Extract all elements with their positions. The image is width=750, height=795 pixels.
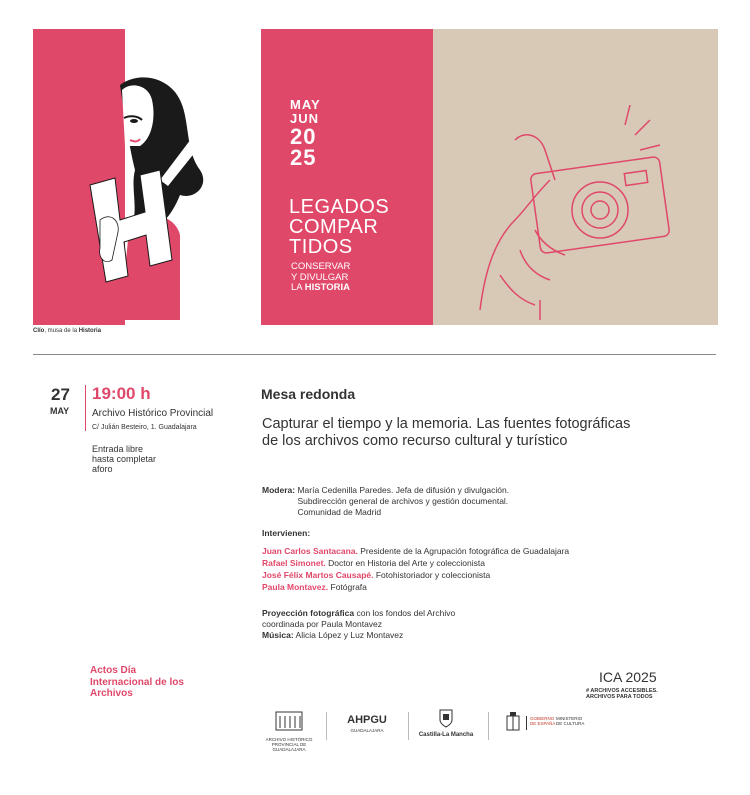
- speaker-item: [262, 557, 682, 569]
- projection-block: [262, 608, 562, 641]
- archivo-logo-line-1: ARCHIVO HISTÓRICO: [265, 737, 313, 742]
- camera-illustration: [440, 100, 670, 320]
- speaker-role: Fotógrafa: [328, 582, 367, 592]
- ica-hashtag: [586, 688, 666, 700]
- gobierno-line-2: DE ESPAÑA: [530, 721, 556, 726]
- projection-text: con los fondos del Archivo: [354, 608, 456, 618]
- caption-clio: Clío: [33, 328, 45, 334]
- ica-tag-line-1: # ARCHIVOS ACCESIBLES.: [586, 688, 658, 694]
- ministerio-text: [556, 716, 584, 726]
- banner-dates: [290, 98, 321, 126]
- music-text: Alicia López y Luz Montavez: [293, 630, 404, 640]
- banner-subtitle-line-1: CONSERVAR: [291, 261, 351, 272]
- ministerio-line-1: MINISTERIO: [556, 716, 583, 721]
- speaker-name: Juan Carlos Santacana.: [262, 546, 358, 556]
- caption-historia: Historia: [78, 328, 102, 334]
- banner-subtitle-line-2: Y DIVULGAR: [291, 271, 349, 283]
- ministerio-line-2: DE CULTURA: [556, 721, 585, 726]
- gobierno-text: [530, 716, 555, 726]
- banner-subtitle-la: LA: [291, 282, 305, 293]
- speaker-name: Paula Montavez.: [262, 582, 329, 592]
- projection-label: Proyección fotográfica: [262, 608, 355, 618]
- speakers-list: [262, 545, 682, 593]
- projection-line-2: coordinada por Paula Montavez: [262, 619, 383, 629]
- moderator-line-2: Subdirección general de archivos y gestión documental.: [297, 496, 509, 506]
- speakers-label: Intervienen:: [262, 528, 311, 538]
- speaker-item: [262, 545, 682, 557]
- speaker-role: Presidente de la Agrupación fotográfica de Guadalajara: [357, 546, 570, 556]
- spain-coat-icon: [504, 712, 522, 734]
- event-month: MAY: [50, 406, 70, 416]
- speaker-role: Fotohistoriador y coleccionista: [373, 570, 491, 580]
- moderator-detail: [297, 485, 597, 518]
- banner-title: [289, 197, 389, 257]
- event-entry: Entrada libre hasta completar aforo: [92, 444, 157, 474]
- moderator-line-1: María Cedenilla Paredes. Jefa de difusión y divulgación.: [297, 485, 510, 495]
- banner-subtitle: [291, 262, 350, 294]
- moderator-line-3: Comunidad de Madrid: [297, 507, 382, 517]
- clm-logo: [418, 708, 474, 738]
- speaker-item: [262, 569, 682, 581]
- banner-year-1: 20: [290, 124, 317, 149]
- ica-title: ICA 2025: [599, 669, 657, 685]
- date-separator: [85, 385, 86, 431]
- gobierno-line-1: GOBIERNO: [530, 716, 555, 721]
- event-day: 27: [51, 385, 70, 404]
- music-line: [262, 630, 562, 641]
- ica-tag-line-2: ARCHIVOS PARA TODOS: [586, 694, 653, 700]
- banner-subtitle-historia: HISTORIA: [304, 282, 350, 293]
- event-actos: Actos Día Internacional de los Archivos: [90, 665, 184, 699]
- speaker-name: Rafael Simonet.: [262, 558, 326, 568]
- banner-year: [290, 126, 316, 168]
- banner-month-2: JUN: [290, 111, 320, 126]
- ahpgu-logo: [340, 714, 394, 733]
- projection-line-1: [262, 608, 562, 619]
- event-address: C/ Julián Besteiro, 1. Guadalajara: [92, 424, 197, 431]
- session-title: Capturar el tiempo y la memoria. Las fuentes fotográficas de los archivos como recurso cultural y turístico: [262, 416, 631, 449]
- banner-subtitle-line-3: [291, 283, 350, 294]
- ahpgu-wordmark: AHPGU: [347, 714, 387, 726]
- logo-separator: [408, 712, 409, 740]
- banner-month-1: MAY: [290, 97, 321, 112]
- clio-illustration: [60, 60, 260, 320]
- clm-name: Castilla-La Mancha: [418, 732, 474, 738]
- clm-shield-icon: [418, 708, 474, 728]
- logo-separator: [488, 712, 489, 740]
- archivo-logo: [258, 708, 320, 752]
- moderator-block: [262, 485, 662, 518]
- caption-mid: , musa de la: [44, 328, 79, 334]
- section-divider: [33, 354, 716, 355]
- moderator-label: Modera:: [262, 485, 296, 495]
- gobierno-divider: [526, 716, 527, 730]
- banner-title-line-2: COMPAR: [289, 216, 379, 238]
- logo-separator: [326, 712, 327, 740]
- event-time: 19:00 h: [92, 384, 151, 403]
- archivo-building-icon: [258, 708, 320, 732]
- session-type: Mesa redonda: [261, 386, 356, 402]
- speaker-name: José Félix Martos Causapé.: [262, 570, 374, 580]
- banner-title-line-3: TIDOS: [289, 236, 353, 258]
- speaker-item: [262, 581, 682, 593]
- speaker-role: Doctor en Historia del Arte y coleccionista: [325, 558, 485, 568]
- archivo-logo-line-2: PROVINCIAL DE GUADALAJARA: [271, 742, 307, 752]
- ahpgu-sub: GUADALAJARA: [350, 728, 384, 733]
- banner-year-2: 25: [290, 145, 317, 170]
- banner-title-line-1: LEGADOS: [289, 196, 390, 218]
- image-caption: [33, 328, 101, 334]
- music-label: Música:: [262, 630, 294, 640]
- event-place: Archivo Histórico Provincial: [92, 408, 214, 419]
